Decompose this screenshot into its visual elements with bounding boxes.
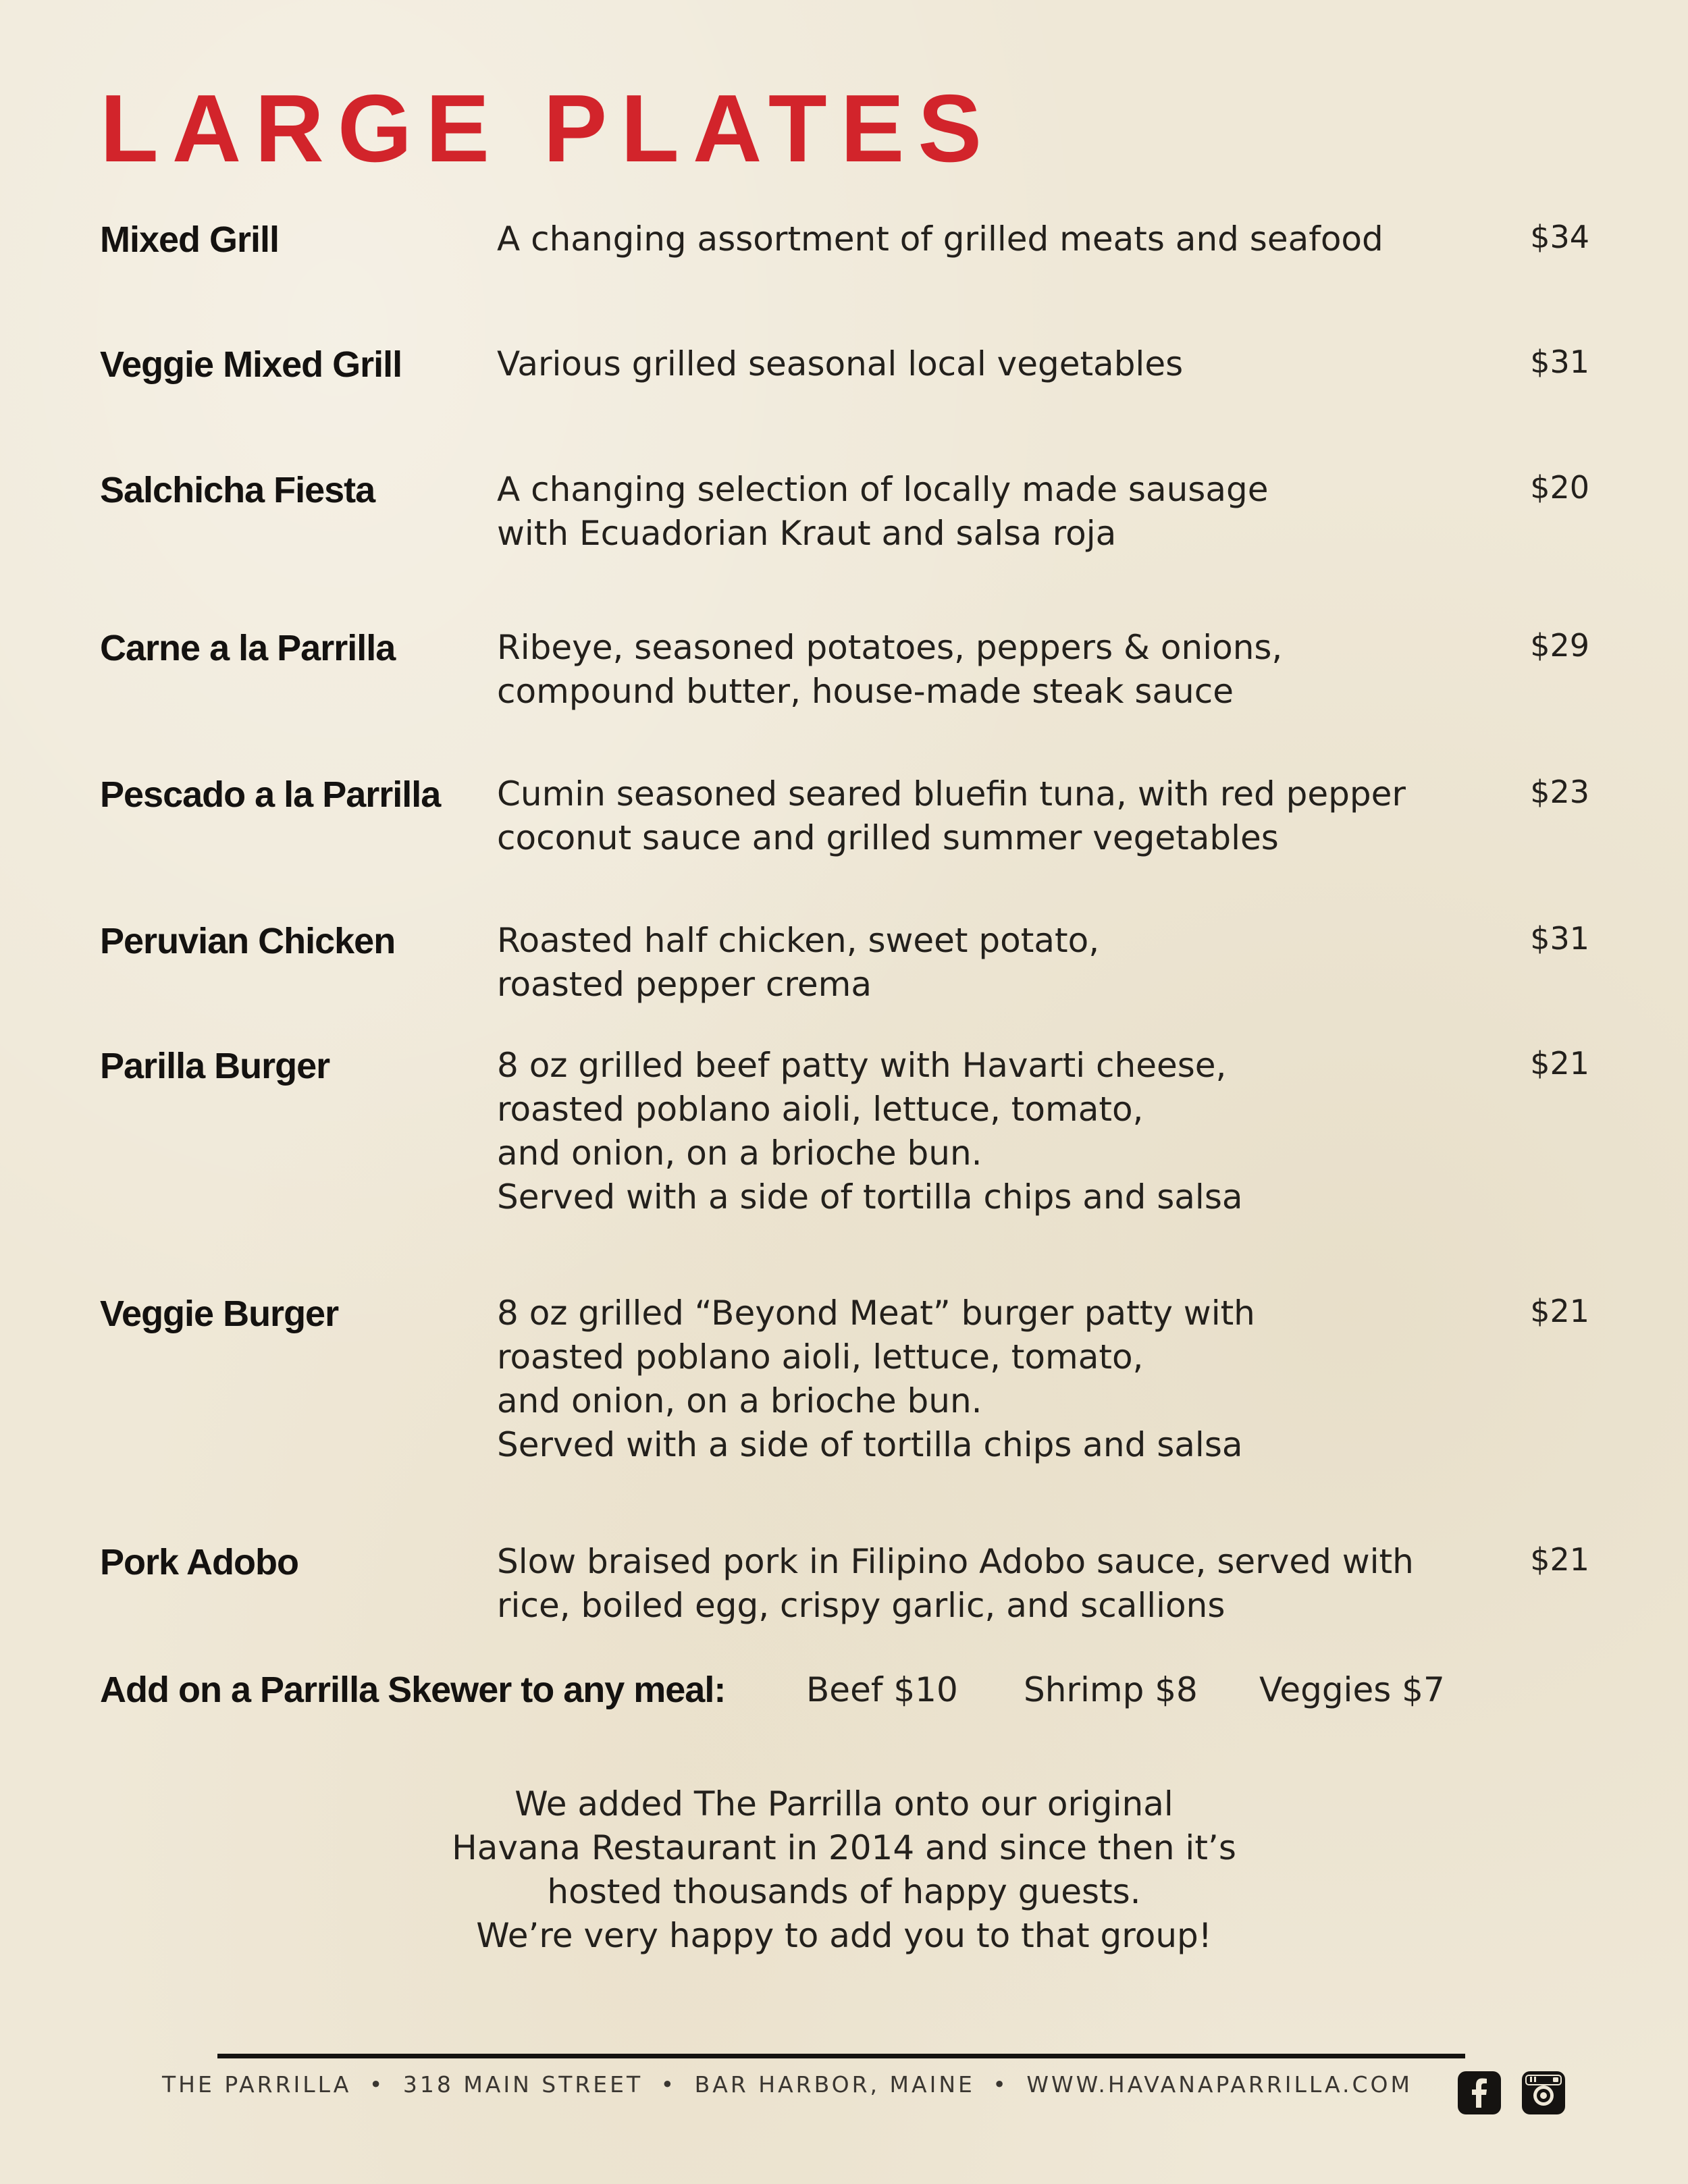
footer-address: 318 MAIN STREET [402,2071,643,2098]
instagram-icon[interactable] [1522,2071,1565,2114]
description-line: Ribeye, seasoned potatoes, peppers & onions, [497,628,1283,667]
facebook-icon[interactable] [1458,2071,1501,2114]
menu-item-price: $29 [1530,627,1589,664]
blurb-line: hosted thousands of happy guests. [547,1872,1141,1911]
menu-item-price: $20 [1530,469,1589,506]
menu-item-description [497,919,1496,1007]
description-line: coconut sauce and grilled summer vegetables [497,818,1279,857]
description-line: and onion, on a brioche bun. [497,1134,982,1173]
menu-item-price: $31 [1530,920,1589,957]
addon-option-veggies: Veggies $7 [1259,1670,1445,1709]
description-line: 8 oz grilled “Beyond Meat” burger patty with [497,1294,1255,1333]
menu-item-price: $21 [1530,1293,1589,1329]
menu-item-price: $21 [1530,1541,1589,1578]
menu-item-name: Peruvian Chicken [100,921,396,961]
blurb-line: We’re very happy to add you to that group! [476,1916,1212,1955]
menu-item-name: Mixed Grill [100,219,280,260]
menu-item-description [497,1044,1496,1219]
footer-divider [217,2054,1465,2058]
footer-website[interactable]: WWW.HAVANAPARRILLA.COM [1026,2071,1413,2098]
description-line: Cumin seasoned seared bluefin tuna, with red pepper [497,774,1406,814]
menu-item-name: Salchicha Fiesta [100,470,375,510]
menu-item-description [497,468,1496,556]
footer-separator: • [369,2071,386,2098]
menu-item-description [497,342,1496,386]
menu-item-price: $31 [1530,344,1589,380]
description-line: with Ecuadorian Kraut and salsa roja [497,514,1117,553]
menu-item-price: $34 [1530,219,1589,255]
blurb-line: We added The Parrilla onto our original [515,1784,1173,1823]
description-line: roasted poblano aioli, lettuce, tomato, [497,1337,1144,1377]
menu-item-name: Pescado a la Parrilla [100,774,441,815]
description-line: 8 oz grilled beef patty with Havarti cheese, [497,1046,1227,1085]
menu-item-description [497,1291,1496,1467]
menu-item-description [497,626,1496,714]
restaurant-blurb [169,1782,1519,1958]
menu-item-name: Veggie Burger [100,1294,339,1334]
footer-separator: • [993,2071,1009,2098]
footer-restaurant-name: THE PARRILLA [162,2071,352,2098]
addon-option-beef: Beef $10 [806,1670,958,1709]
footer-city: BAR HARBOR, MAINE [694,2071,975,2098]
addon-label: Add on a Parrilla Skewer to any meal: [100,1670,726,1710]
description-line: compound butter, house-made steak sauce [497,672,1234,711]
addon-option-shrimp: Shrimp $8 [1024,1670,1198,1709]
description-line: Served with a side of tortilla chips and salsa [497,1177,1243,1217]
menu-item-name: Parilla Burger [100,1046,330,1086]
menu-item-name: Carne a la Parrilla [100,628,396,668]
page-title: LARGE PLATES [100,75,996,182]
description-line: roasted poblano aioli, lettuce, tomato, [497,1090,1144,1129]
description-line: roasted pepper crema [497,965,872,1004]
description-line: Various grilled seasonal local vegetables [497,344,1184,383]
description-line: A changing selection of locally made sausage [497,470,1269,509]
menu-item-price: $21 [1530,1045,1589,1082]
menu-item-name: Veggie Mixed Grill [100,344,402,385]
description-line: Roasted half chicken, sweet potato, [497,921,1100,960]
description-line: Served with a side of tortilla chips and salsa [497,1425,1243,1464]
menu-item-description [497,772,1496,860]
menu-item-price: $23 [1530,774,1589,810]
description-line: Slow braised pork in Filipino Adobo sauce, served with [497,1542,1414,1581]
menu-item-description [497,217,1496,261]
footer-contact-line [162,2068,1413,2102]
description-line: rice, boiled egg, crispy garlic, and scallions [497,1586,1225,1625]
menu-item-description [497,1540,1496,1628]
menu-item-name: Pork Adobo [100,1542,298,1582]
description-line: A changing assortment of grilled meats and seafood [497,219,1383,259]
blurb-line: Havana Restaurant in 2014 and since then it’s [452,1828,1236,1867]
description-line: and onion, on a brioche bun. [497,1381,982,1420]
footer-separator: • [660,2071,677,2098]
skewer-addon [100,1666,1518,1713]
